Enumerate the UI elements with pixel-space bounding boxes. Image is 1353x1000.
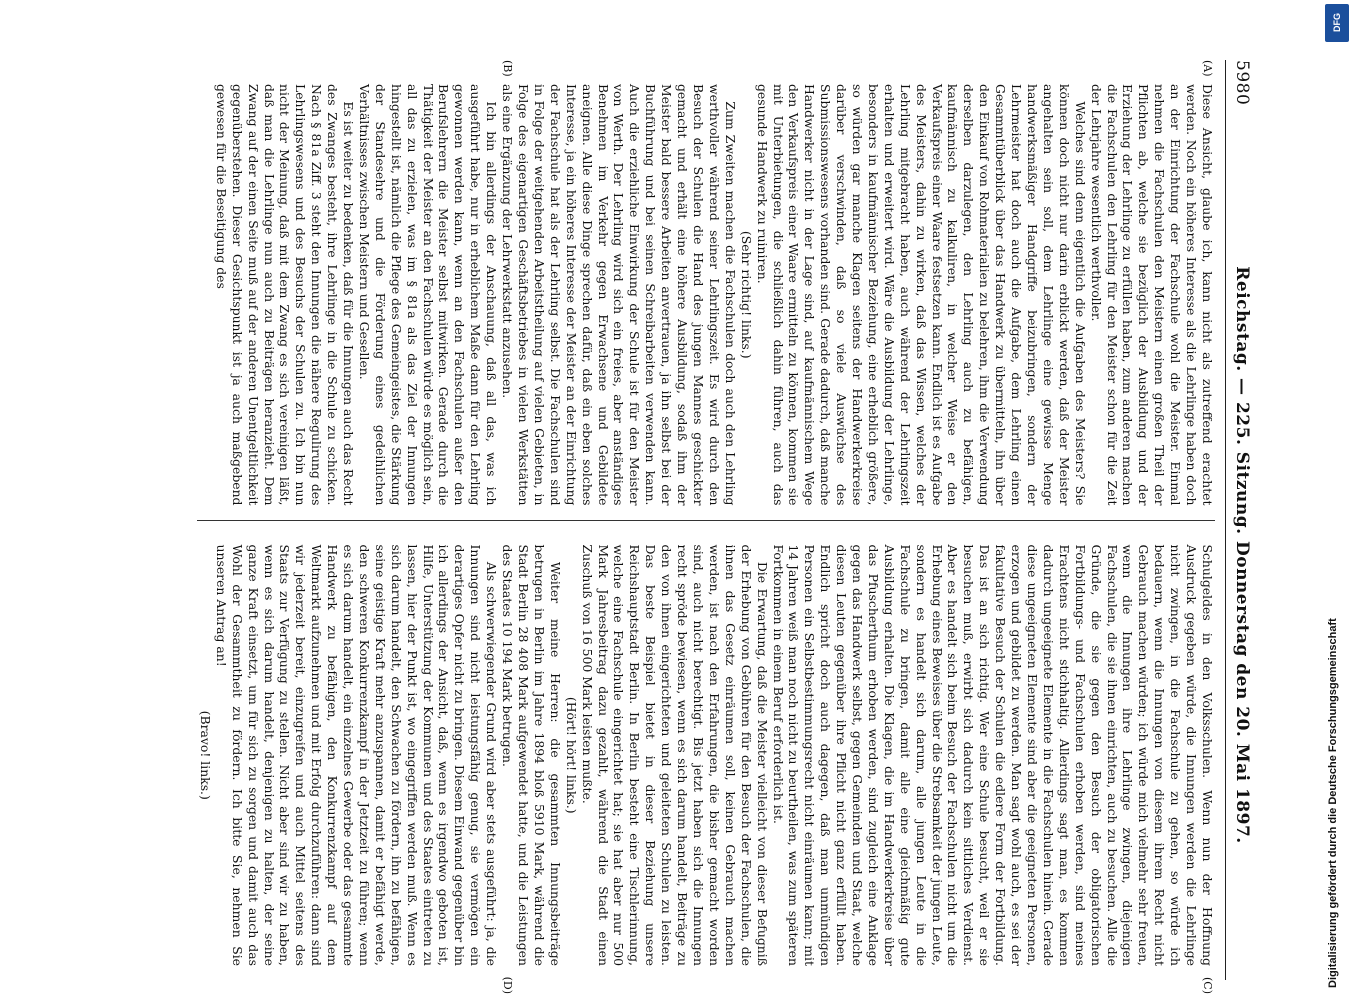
interjection: (Sehr richtig! links.) xyxy=(738,230,754,359)
paragraph: Die Erwartung, daß die Meister vielleicht von dieser Befugniß der Erhebung von Gebühren für den Besuch der Fachschulen, die ihnen das Gesetz einräumen soll, keinen Gebrauch machen werden, ist nach den Erfahrungen, die bisher gemacht worden sind, auch nicht berechtigt. Bis jetzt haben sich die Innungen recht spröde bewiesen, wenn es sich darum handelt, Beiträge zu den von ihnen eingerichteten und geleiteten Schulen zu leisten. Das beste Beispiel bietet in dieser Beziehung unsere Reichshauptstadt Berlin. In Berlin besteht eine Tischlerinnung, welche eine Fachschule eingerichtet hat; sie hat aber nur 500 Mark Jahresbeitrag dazu gezahlt, während die Stadt einen Zuschuß von 16 500 Mark leisten mußte. xyxy=(579,544,770,966)
margin-marker-a: (A) xyxy=(1201,60,1214,77)
paragraph: Weiter meine Herren: die gesammten Innungsbeiträge betrugen in Berlin im Jahre 1894 bloß 5910 Mark, während die Stadt Berlin 28 408 Mark aufgewendet hatte, und die Leistungen des Staates 10 194 Mark betrugen. xyxy=(500,544,563,966)
margin-marker-c: (C) xyxy=(1201,977,1214,994)
page-header xyxy=(1225,60,1252,980)
paragraph: Ich bin allerdings der Anschauung, daß all das, was ich ausgeführt habe, nur in erheblichem Maße dann für den Lehrling gewonnen werden kann, wenn an den Fachschulen außer den Berufslehrern die Meister selbst mitwirken. Gerade durch die Thätigkeit der Meister an den Fachschulen würde es möglich sein, all das zu erzielen, was im § 81a als das Ziel der Innungen hingestellt ist, nämlich die Pflege des Gemeingeistes, die Stärkung der Standesehre und die Förderung eines gedeihlichen Verhältnisses zwischen Meistern und Gesellen. xyxy=(356,84,500,506)
paragraph: Diese Ansicht, glaube ich, kann nicht als zutreffend erachtet werden. Noch ein höheres Interesse als die Lehrlinge haben doch an der Einrichtung der Fachschule wohl die Meister. Einmal nehmen die Fachschulen den Meistern einen großen Theil der Pflichten ab, welche sie bezüglich der Ausbildung und der Erziehung der Lehrlinge zu erfüllen haben, zum anderen machen die Fachschulen den Lehrling für den Meister schon für die Zeit der Lehrjahre wesentlich werthvoller. xyxy=(1088,84,1215,506)
interjection: (Bravo! links.) xyxy=(197,710,213,800)
page-number: 5980 xyxy=(1232,60,1252,106)
interjection: (Hört! hört! links.) xyxy=(563,696,579,814)
paragraph: Welches sind denn eigentlich die Aufgaben des Meisters? Sie können doch nicht nur darin erblickt werden, daß der Meister angehalten sein soll, dem Lehrlinge eine gewisse Menge handwerksmäßiger Handgriffe beizubringen, sondern der Lehrmeister hat doch auch die Aufgabe, dem Lehrling einen Gesammtüberblick über das Handwerk zu übermitteln, ihn über den Einkauf von Rohmaterialien zu belehren, ihm die Verwendung derselben darzulegen, den Lehrling auch zu befähigen, kaufmännisch zu kalkuliren, in welcher Weise er den Verkaufspreis einer Waare festsetzen kann. Endlich ist es Aufgabe des Meisters, dahin zu wirken, daß das Wissen, welches der Lehrling mitgebracht haben, auch während der Lehrlingszeit erhalten und erweitert wird. Wäre die Ausbildung der Lehrlinge, besonders in kaufmännischer Beziehung, eine erheblich größere, so würden gar manche Klagen seitens der Handwerkerkreise darüber verschwinden, daß so viele Auswüchse des Submissionswesens vorhanden sind. Gerade dadurch, daß manche Handwerker nicht in der Lage sind, auf kaufmännischem Wege den Verkaufspreis einer Waare ermitteln zu können, kommen sie mit Unterbietungen, die schließlich dahin führen, auch das gesunde Handwerk zu ruiniren. xyxy=(754,84,1088,506)
running-title: Reichstag. — 225. Sitzung. Donnerstag den 20. Mai 1897. xyxy=(1232,266,1252,844)
paragraph: Schulgeldes in den Volksschulen. Wenn nun der Hoffnung Ausdruck gegeben würde, die Innungen werden die Lehrlinge nicht zwingen, in die Fachschule zu gehen, so würde ich bedauern, wenn die Innungen von diesem ihrem Recht nicht Gebrauch machen würden; ich würde mich vielmehr sehr freuen, wenn die Innungen ihre Lehrlinge zwingen, diejenigen Fachschulen, die sie ihnen einrichten, auch zu besuchen. Alle die Gründe, die sie gegen den Besuch der obligatorischen Fortbildungs- und Fachschulen erhoben werden, sind meines Erachtens nicht stichhaltig. Allerdings sagt man, es kommen dadurch ungeeignete Elemente in die Fachschulen hinein. Gerade diese ungeeigneten Elemente sind aber die geeigneten Personen, erzogen und gebildet zu werden. Man sagt wohl auch, es sei der fakultative Besuch der Schulen die edlere Form der Fortbildung. Das ist an sich richtig. Wer eine Schule besucht, weil er sie besuchen muß, erwirbt sich dadurch kein sittliches Verdienst. Aber es handelt sich beim Besuch der Fachschulen nicht um die Erhebung eines Beweises über die Strebsamkeit der jungen Leute, sondern es handelt sich darum, alle jungen Leute in die Fachschule zu bringen, damit alle eine gleichmäßig gute Ausbildung erhalten. Die Klagen, die im Handwerkerkreise über das Pfuscherthum erhoben werden, sind zugleich eine Anklage gegen das Handwerk selbst, gegen Gemeinden und Staat, welche diesen Leuten gegenüber ihre Pflicht nicht ganz erfüllt haben. Endlich spricht doch auch dagegen, daß man unmündigen Personen ein Selbstbestimmungsrecht nicht einräumen kann; mit 14 Jahren weiß man noch nicht zu beurtheilen, was zum späteren Fortkommen in einem Beruf erforderlich ist. xyxy=(770,544,1215,966)
paragraph: Zum Zweiten machen die Fachschulen doch auch den Lehrling werthvoller während seiner Lehrlingszeit. Es wird durch den Besuch der Schulen die Hand des jungen Mannes geschickter gemacht und erhält eine höhere Ausbildung, sodaß ihm der Meister bald bessere Arbeiten anvertrauen, ja ihn selbst bei der Buchführung und bei seinen Schreibarbeiten verwenden kann. Auch die erziehliche Einwirkung der Schule ist für den Meister von Werth. Der Lehrling wird sich ein freies, aber anständiges Benehmen im Verkehr gegen Erwachsene und Gebildete aneignen. Alle diese Dinge sprechen dafür, daß ein eben solches Interesse, ja ein höheres Interesse der Meister an der Einrichtung der Fachschule hat als der Lehrling selbst. Die Fachschulen sind in Folge der weitgehenden Arbeitstheilung auf vielen Gebieten, in Folge des eigenartigen Geschäftsbetriebes in vielen Werkstätten als eine Ergänzung der Lehrwerkstatt anzusehen. xyxy=(500,84,738,506)
dfg-logo: DFG xyxy=(1325,4,1349,42)
margin-marker-b: (B) xyxy=(501,60,514,77)
paragraph: Als schwerwiegender Grund wird aber stets ausgeführt: ja, die Innungen sind nicht leistungsfähig genug, sie vermögen ein derartiges Opfer nicht zu bringen. Diesem Einwand gegenüber bin ich allerdings der Ansicht, daß, wenn es irgendwo geboten ist, Hilfe, Unterstützung der Kommunen und des Staates eintreten zu lassen, hier der Punkt ist, wo eingegriffen werden muß. Wenn es sich darum handelt, den Schwachen zu fördern, ihn zu befähigen, seine geistige Kraft mehr anzuspannen, damit er befähigt werde, den schweren Konkurrenzkampf in der Jetztzeit zu führen; wenn es sich darum handelt, ein einzelnes Gewerbe oder das gesammte Handwerk zu befähigen, den Konkurrenzkampf auf dem Weltmarkt aufzunehmen und mit Erfolg durchzuführen: dann sind wir jederzeit bereit, einzugreifen und auch Mittel seitens des Staats zur Verfügung zu stellen. Nicht aber sind wir zu haben, wenn es sich darum handelt, denjenigen zu halten, der seine ganze Kraft einsetzt, um für sich zu sorgen und damit auch das Wohl der Gesammtheit zu fördern. Ich bitte Sie, nehmen Sie unseren Antrag an! xyxy=(213,544,500,966)
right-column xyxy=(197,520,1215,994)
paragraph: Es ist weiter zu bedenken, daß für die Innungen auch das Recht des Zwanges besteht, ihre Lehrlinge in die Schule zu schicken. Nach § 81a Ziff. 3 steht den Innungen die nähere Regulirung des Lehrlingswesens und des Besuchs der Schulen zu. Ich bin nun nicht der Meinung, daß mit dem Zwang es sich vereinigen läßt, daß man die Lehrlinge nun auch zu Beiträgen heranzieht. Dem Zwang auf der einen Seite muß auf der anderen Unentgeltlichkeit gegenüberstehen. Dieser Gesichtspunkt ist ja auch maßgebend gewesen für die Beseitigung des xyxy=(213,84,357,506)
text-columns xyxy=(197,60,1215,994)
left-column xyxy=(197,60,1215,520)
digitization-note: Digitalisierung gefördert durch die Deutsche Forschungsgemeinschaft xyxy=(1327,618,1339,988)
margin-marker-d: (D) xyxy=(501,976,514,994)
